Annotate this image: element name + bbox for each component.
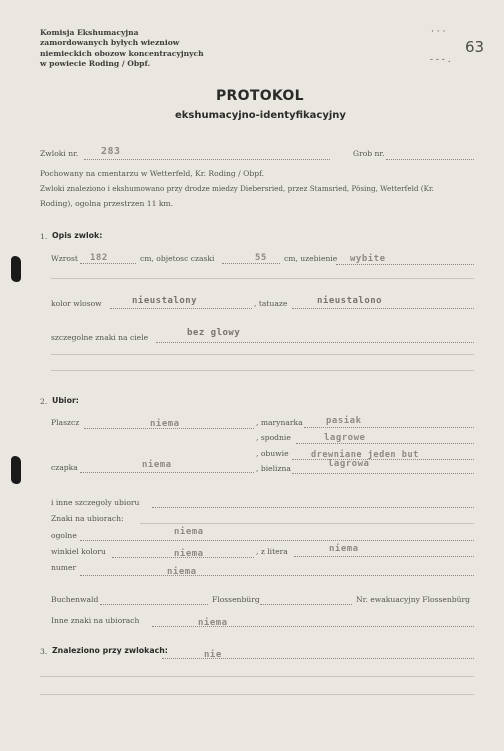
buchenwald-line [100, 604, 208, 605]
section3-number: 3. [40, 647, 48, 656]
wzrost-unit: cm, objetosc czaski [140, 254, 215, 263]
section3-value: nie [204, 650, 222, 660]
section2-number: 2. [40, 397, 48, 406]
ewakuacyjny-label: Nr. ewakuacyjny Flossenbürg [356, 595, 470, 604]
blank-line-1 [51, 278, 474, 279]
org-line-3: niemieckich obozow koncentracyjnych [40, 48, 204, 58]
document-title: PROTOKOL [216, 88, 304, 104]
inne-znaki-value: niema [198, 618, 228, 628]
binder-hole-bottom [11, 456, 21, 484]
kolor-line [110, 308, 252, 309]
ogolne-label: ogolne [51, 531, 77, 540]
znaki-ubiory-line [140, 523, 474, 524]
section2-heading: Ubior: [52, 396, 79, 405]
marynarka-value: pasiak [326, 416, 362, 426]
litera-label: , z litera [256, 547, 288, 556]
plaszcz-label: Plaszcz [51, 418, 80, 427]
czaska-line [222, 263, 280, 264]
spodnie-label: , spodnie [256, 433, 291, 442]
wzrost-line [80, 263, 136, 264]
bielizna-value: lagrowa [328, 459, 370, 469]
kolor-value: nieustalony [132, 296, 198, 306]
binder-hole-top [11, 256, 21, 282]
numer-label: numer [51, 563, 77, 572]
section3-line [162, 658, 474, 659]
zwloki-line [84, 159, 330, 160]
obuwie-value: drewniane jeden but [311, 450, 419, 460]
grob-label: Grob nr. [353, 149, 385, 158]
obuwie-label: , obuwie [256, 449, 289, 458]
znaki-cialo-label: szczegolne znaki na ciele [51, 333, 149, 342]
plaszcz-line [84, 428, 254, 429]
bielizna-label: , bielizna [256, 464, 291, 473]
org-line-2: zamordowanych byłych wiezniow [40, 38, 180, 48]
blank-line-2 [51, 354, 474, 355]
org-line-1: Komisja Ekshumacyjna [40, 28, 139, 37]
marynarka-label: , marynarka [256, 418, 303, 427]
inne-znaki-line [152, 626, 474, 627]
section1-heading: Opis zwlok: [52, 231, 103, 240]
blank-line-4 [40, 676, 474, 677]
znaki-cialo-value: bez glowy [187, 328, 241, 338]
inne-szczegoly-label: i inne szczegoly ubioru [51, 498, 140, 507]
znaki-ubiory-label: Znaki na ubiorach: [51, 514, 124, 523]
flossenburg-label: Flossenbürg [212, 595, 260, 604]
wzrost-value: 182 [90, 253, 108, 263]
obuwie-line [292, 459, 474, 460]
corner-marks: · · · [431, 27, 446, 37]
znaki-cialo-line [156, 342, 474, 343]
winkiel-label: winkiel koloru [51, 547, 106, 556]
grob-line [386, 159, 474, 160]
org-header [40, 28, 204, 70]
spodnie-line [296, 443, 474, 444]
flossenburg-line [260, 604, 352, 605]
org-line-4: w powiecie Roding / Obpf. [40, 59, 151, 69]
numer-value: niema [167, 567, 197, 577]
blank-line-5 [40, 694, 474, 695]
plaszcz-value: niema [150, 419, 180, 429]
czaska-value: 55 [255, 253, 267, 263]
numer-line [80, 575, 474, 576]
tatuaze-label: , tatuaze [254, 299, 288, 308]
inne-szczegoly-line [152, 507, 474, 508]
czaska-unit: cm, uzebienie [284, 254, 338, 263]
found-line-2: Roding), ogolna przestrzen 11 km. [40, 199, 174, 208]
litera-value: niema [329, 544, 359, 554]
tatuaze-value: nieustalono [317, 296, 383, 306]
zwloki-value: 283 [101, 146, 121, 157]
czapka-line [80, 472, 254, 473]
winkiel-value: niema [174, 549, 204, 559]
buchenwald-label: Buchenwald [51, 595, 99, 604]
bielizna-line [292, 473, 474, 474]
document-subtitle: ekshumacyjno-identyfikacyjny [175, 110, 346, 121]
zwloki-label: Zwloki nr. [40, 149, 79, 158]
tatuaze-line [292, 308, 474, 309]
page-number: 63 [465, 38, 485, 56]
ogolne-line [80, 540, 474, 541]
found-line-1: Zwloki znaleziono i ekshumowano przy drodze miedzy Diebersried, przez Stamsried, Pösing, Wetterfeld (Kr. [40, 184, 434, 193]
blank-line-3 [51, 370, 474, 371]
buried-line: Pochowany na cmentarzu w Wetterfeld, Kr. Roding / Obpf. [40, 169, 265, 178]
marynarka-line [304, 427, 474, 428]
corner-dashes: - - - . [430, 55, 451, 65]
wzrost-label: Wzrost [51, 254, 78, 263]
czapka-value: niema [142, 460, 172, 470]
section1-number: 1. [40, 232, 48, 241]
litera-line [294, 556, 474, 557]
uzebienie-line [336, 264, 474, 265]
winkiel-line [112, 557, 254, 558]
uzebienie-value: wybite [350, 254, 386, 264]
czapka-label: czapka [51, 463, 78, 472]
inne-znaki-label: Inne znaki na ubiorach [51, 616, 140, 625]
section3-heading: Znaleziono przy zwlokach: [52, 646, 168, 655]
ogolne-value: niema [174, 527, 204, 537]
spodnie-value: lagrowe [324, 433, 366, 443]
kolor-label: kolor wlosow [51, 299, 102, 308]
